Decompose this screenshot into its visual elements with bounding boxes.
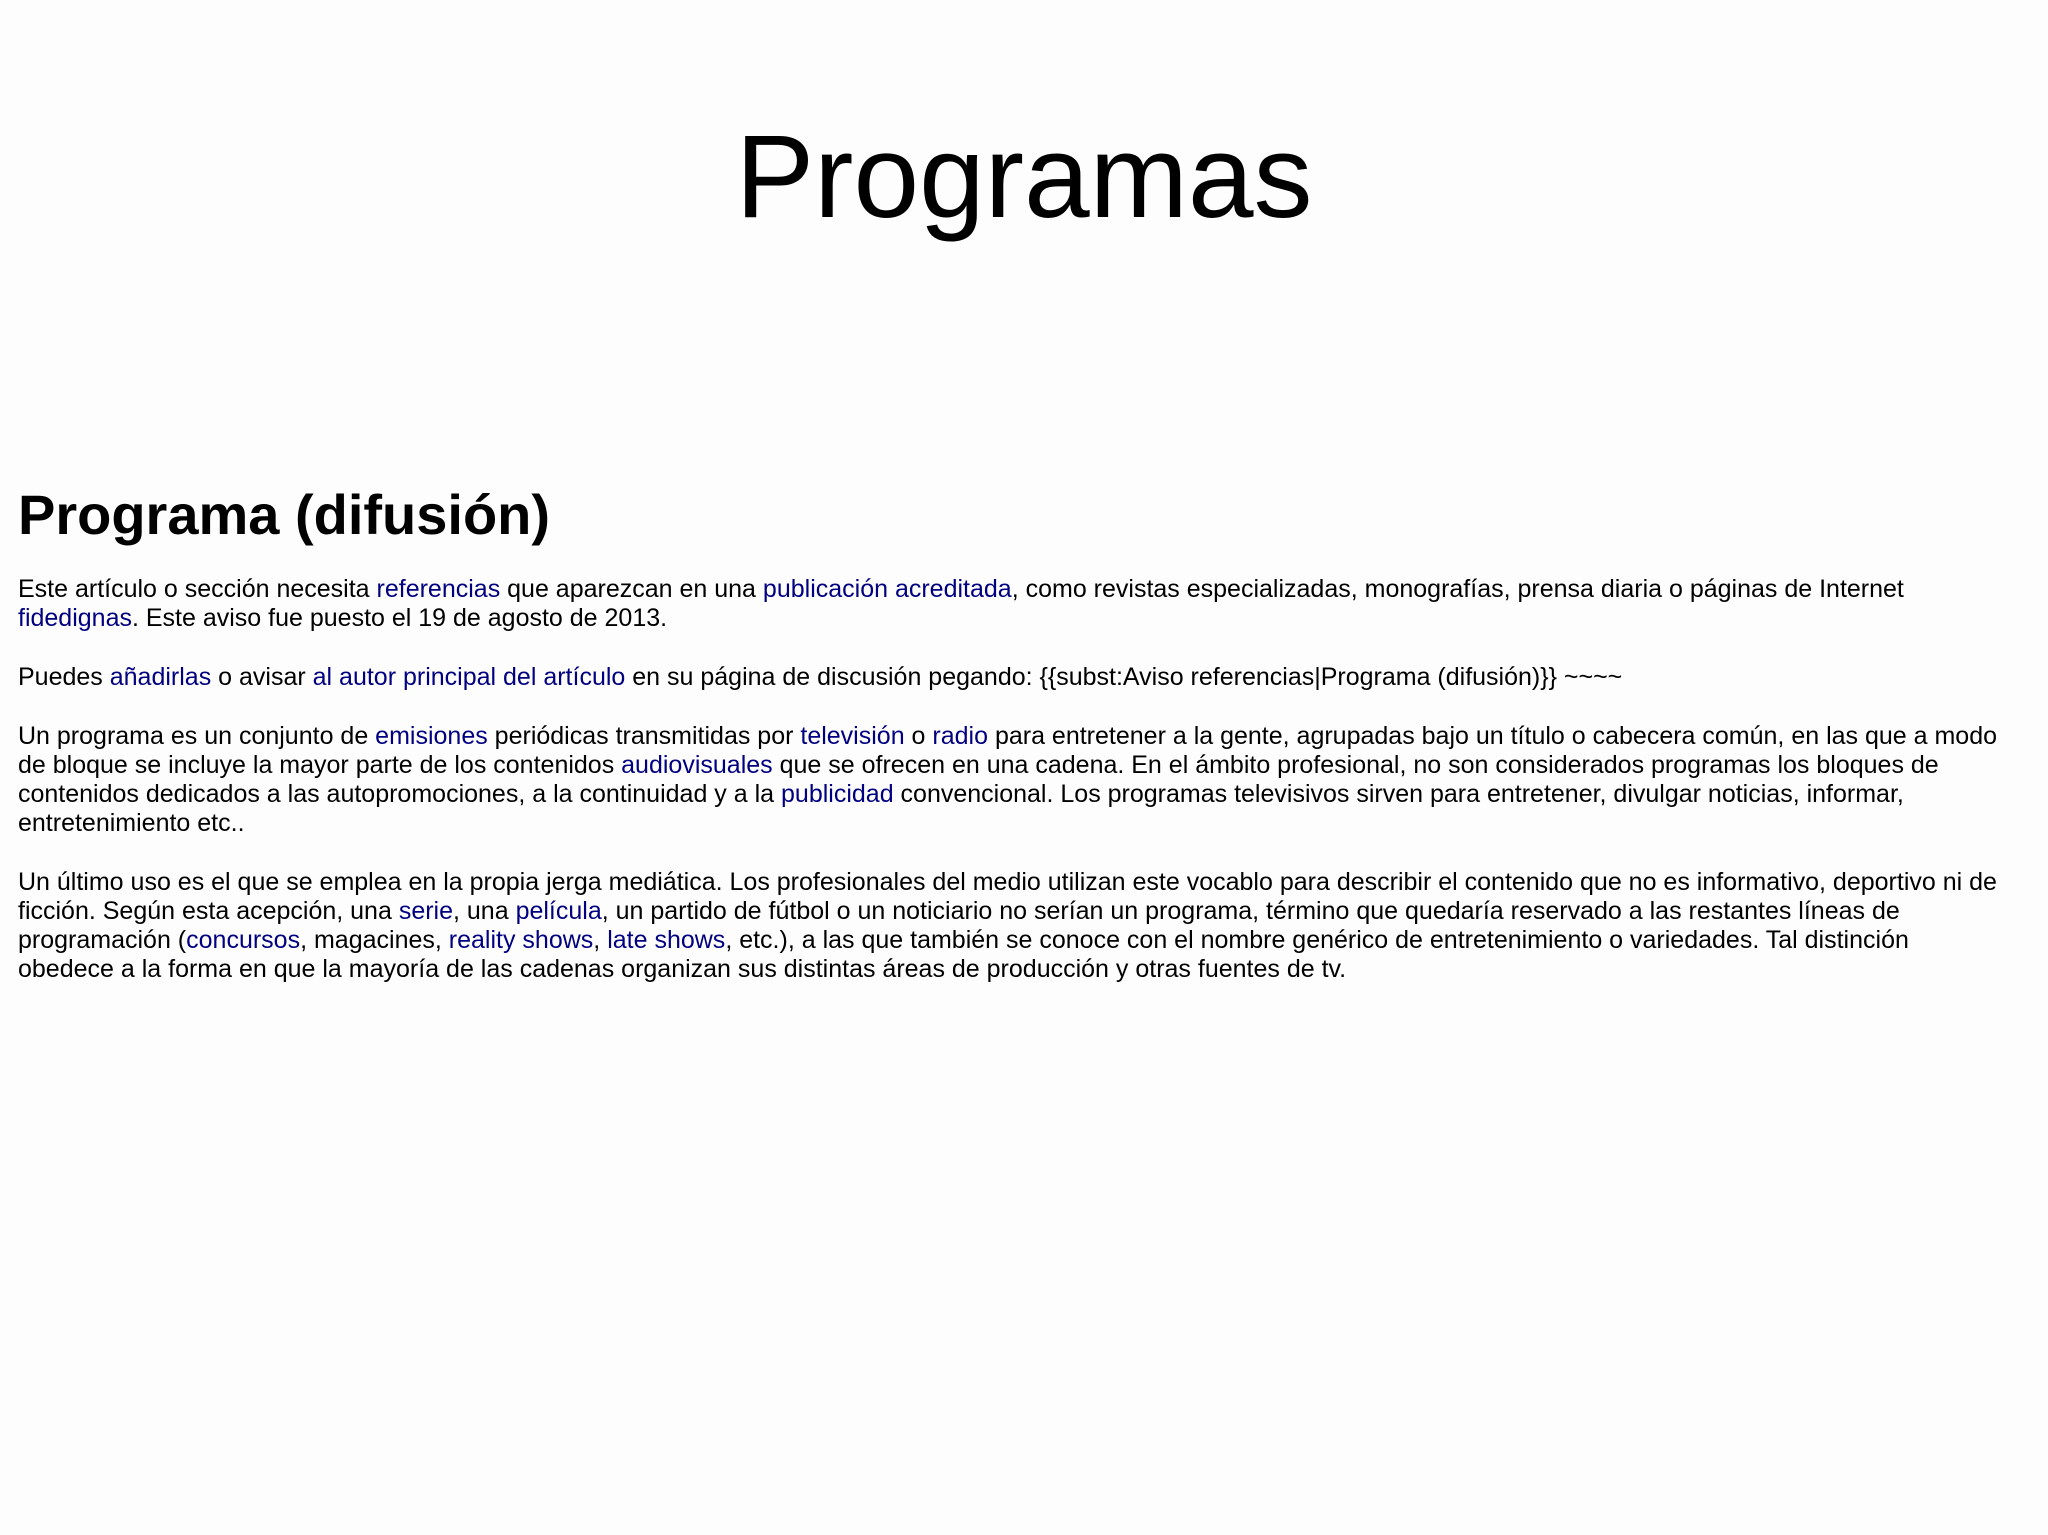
article-link[interactable]: late shows bbox=[607, 926, 726, 954]
paragraph-text: Puedes bbox=[18, 663, 110, 691]
article-link[interactable]: reality shows bbox=[448, 926, 594, 954]
paragraph-text: periódicas transmitidas por bbox=[487, 722, 801, 750]
article-link[interactable]: referencias bbox=[376, 575, 501, 603]
article-link[interactable]: película bbox=[515, 897, 602, 925]
article-link[interactable]: radio bbox=[932, 722, 988, 750]
paragraph bbox=[18, 663, 2048, 692]
article-title: Programa (difusión) bbox=[18, 483, 551, 546]
paragraph-text: ficción. Según esta acepción, una bbox=[18, 897, 399, 925]
paragraph-text: , etc.), a las que también se conoce con el nombre genérico de entretenimiento o variedades. Tal distinción bbox=[725, 926, 1909, 954]
paragraph-text: obedece a la forma en que la mayoría de las cadenas organizan sus distintas áreas de producción y otras fuentes de tv. bbox=[18, 955, 1347, 983]
paragraph-text: , como revistas especializadas, monografías, prensa diaria o páginas de Internet bbox=[1011, 575, 1904, 603]
article-link[interactable]: añadirlas bbox=[109, 663, 212, 691]
paragraph-text: programación ( bbox=[18, 926, 187, 954]
paragraph-text: entretenimiento etc.. bbox=[18, 809, 245, 837]
paragraph-text: en su página de discusión pegando: {{subst:Aviso referencias|Programa (difusión)}} ~~~~ bbox=[625, 663, 1623, 691]
article-link[interactable]: televisión bbox=[800, 722, 905, 750]
article-link[interactable]: fidedignas bbox=[18, 604, 132, 632]
article-link[interactable]: emisiones bbox=[375, 722, 488, 750]
paragraph-text: Un último uso es el que se emplea en la propia jerga mediática. Los profesionales del medio utilizan este vocablo para describir el contenido que no es informativo, deportivo ni de bbox=[18, 868, 1997, 896]
paragraph-text: Este artículo o sección necesita bbox=[18, 575, 377, 603]
paragraph-text: , magacines, bbox=[300, 926, 449, 954]
paragraph-text: de bloque se incluye la mayor parte de los contenidos bbox=[18, 751, 622, 779]
article-link[interactable]: publicidad bbox=[781, 780, 894, 808]
paragraph-text: o bbox=[904, 722, 933, 750]
paragraph-text: o avisar bbox=[211, 663, 313, 691]
paragraph-text: para entretener a la gente, agrupadas bajo un título o cabecera común, en las que a modo bbox=[988, 722, 1998, 750]
paragraph-text: que se ofrecen en una cadena. En el ámbito profesional, no son considerados programas los bloques de bbox=[772, 751, 1939, 779]
article bbox=[18, 483, 2048, 1014]
paragraph-text: , una bbox=[453, 897, 516, 925]
paragraph-text: , un partido de fútbol o un noticiario no serían un programa, término que quedaría reservado a las restantes líneas de bbox=[601, 897, 1900, 925]
paragraph-text: . Este aviso fue puesto el 19 de agosto de 2013. bbox=[131, 604, 668, 632]
paragraph bbox=[18, 722, 2048, 838]
article-link[interactable]: al autor principal del artículo bbox=[312, 663, 626, 691]
paragraph-text: Un programa es un conjunto de bbox=[18, 722, 376, 750]
paragraph-text: que aparezcan en una bbox=[500, 575, 763, 603]
article-link[interactable]: concursos bbox=[186, 926, 301, 954]
paragraph bbox=[18, 868, 2048, 984]
article-link[interactable]: publicación acreditada bbox=[762, 575, 1012, 603]
paragraph-text: convencional. Los programas televisivos sirven para entretener, divulgar noticias, informar, bbox=[893, 780, 1904, 808]
page-title: Programas bbox=[735, 111, 1313, 243]
paragraph-text: contenidos dedicados a las autopromociones, a la continuidad y a la bbox=[18, 780, 782, 808]
paragraph-text: , bbox=[593, 926, 608, 954]
article-link[interactable]: serie bbox=[398, 897, 453, 925]
article-link[interactable]: audiovisuales bbox=[621, 751, 773, 779]
article-body bbox=[18, 575, 2048, 984]
paragraph bbox=[18, 575, 2048, 633]
